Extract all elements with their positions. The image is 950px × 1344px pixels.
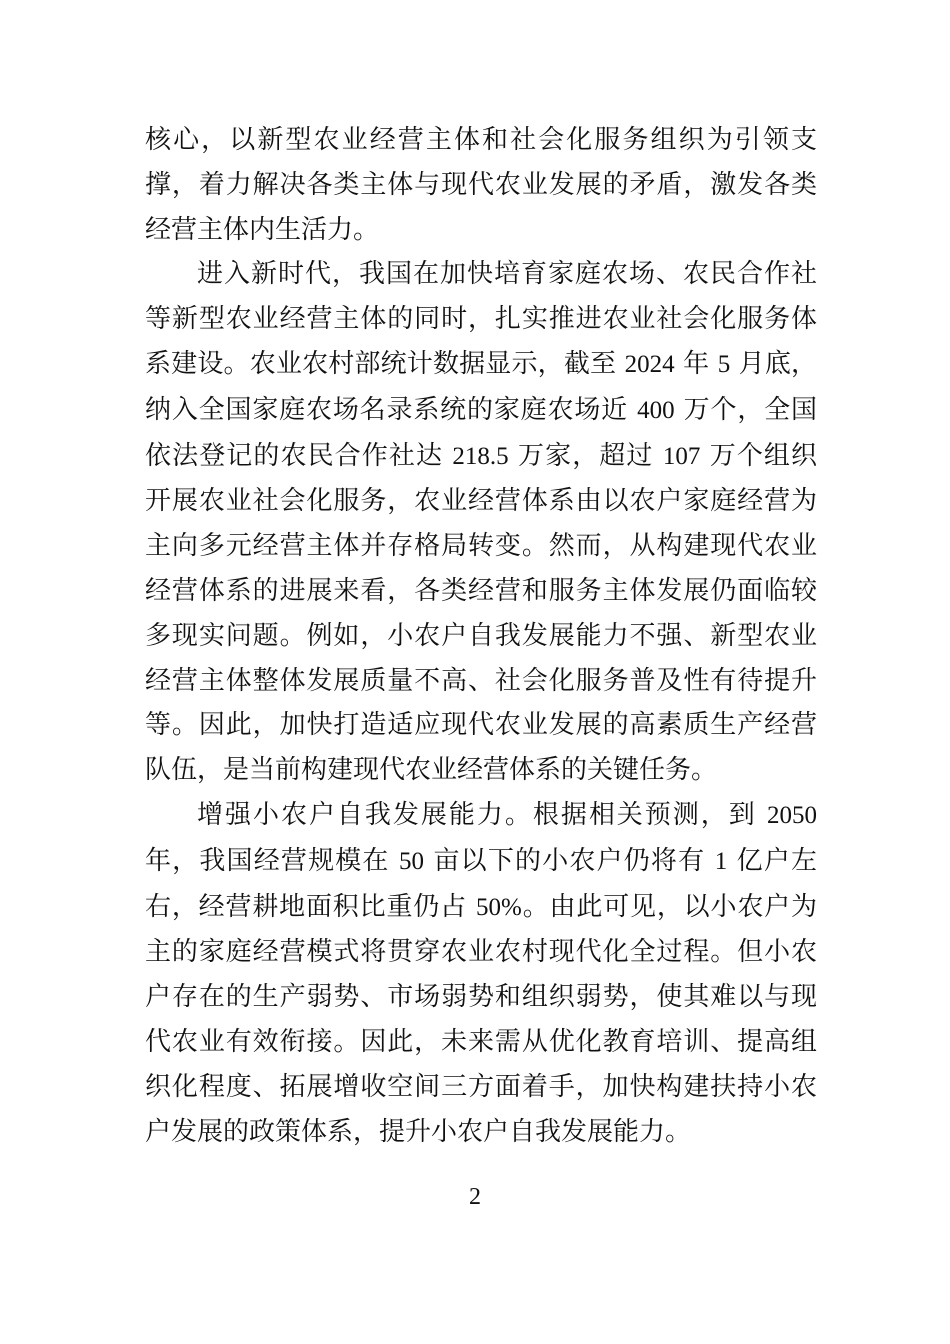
page-number: 2 — [469, 1184, 481, 1210]
body-text — [145, 118, 817, 1154]
paragraph-1: 核心，以新型农业经营主体和社会化服务组织为引领支撑，着力解决各类主体与现代农业发展的矛盾，激发各类经营主体内生活力。 — [145, 125, 817, 245]
paragraph-3: 增强小农户自我发展能力。根据相关预测，到 2050 年，我国经营规模在 50 亩以下的小农户仍将有 1 亿户左右，经营耕地面积比重仍占 50%。由此可见，以小农户为主的家庭经营模式将贯穿农业农村现代化全过程。但小农户存在的生产弱势、市场弱势和组织弱势，使其难以与现代农业有效衔接。因此，未来需从优化教育培训、提高组织化程度、拓展增收空间三方面着手，加快构建扶持小农户发展的政策体系，提升小农户自我发展能力。 — [145, 799, 818, 1147]
paragraph-2: 进入新时代，我国在加快培育家庭农场、农民合作社等新型农业经营主体的同时，扎实推进农业社会化服务体系建设。农业农村部统计数据显示，截至 2024 年 5 月底，纳入全国家庭农场名录系统的家庭农场近 400 万个，全国依法登记的农民合作社达 218.5 万家，超过 107 万个组织开展农业社会化服务，农业经营体系由以农户家庭经营为主向多元经营主体并存格局转变。然而，从构建现代农业经营体系的进展来看，各类经营和服务主体发展仍面临较多现实问题。例如，小农户自我发展能力不强、新型农业经营主体整体发展质量不高、社会化服务普及性有待提升等。因此，加快打造适应现代农业发展的高素质生产经营队伍，是当前构建现代农业经营体系的关键任务。 — [145, 259, 818, 786]
